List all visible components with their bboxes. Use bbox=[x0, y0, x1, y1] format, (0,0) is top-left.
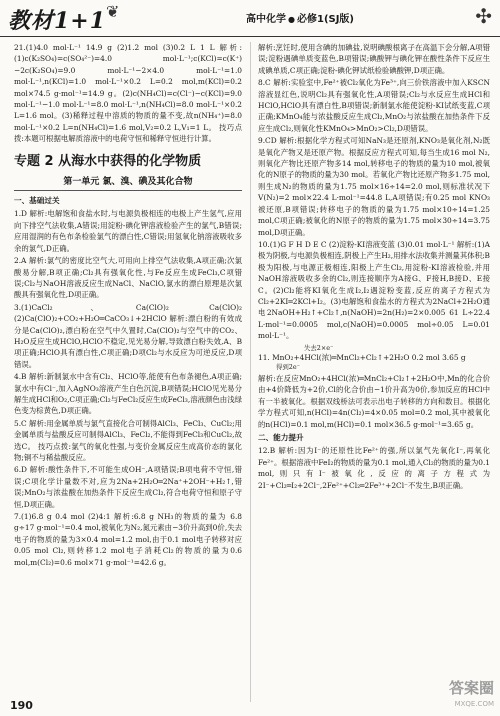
answer-12: 12.B 解析:因为I⁻的还原性比Fe²⁺的强,所以氯气先氧化I⁻,再氧化Fe²⁺。根据溶液中FeI₂的物质的量为0.1 mol,通入Cl₂的物质的量为0.1 mol,则只有I⁻被氧化,反应的离子方程式为2I⁻+Cl₂═I₂+2Cl⁻,2Fe²⁺+Cl₂═2Fe³⁺+2Cl⁻不发生,B项正确。 bbox=[258, 446, 490, 490]
answer-7: 7.(1)6.8 g 0.4 mol (2)4:1 解析:6.8 g NH₃的物质的量为 6.8 g÷17 g·mol⁻¹=0.4 mol,被氧化为N₂,氮元素由−3价升高到0价,失去电子的物质的量为3×0.4 mol=1.2 mol,由于0.1 mol电子转移对应0.05 mol Cl₂,则转移1.2 mol电子消耗Cl₂的物质的量为0.6 mol,m(Cl₂)=0.6 mol×71 g·mol⁻¹=42.6 g。 bbox=[14, 512, 242, 567]
sprig-icon: ❦ bbox=[106, 2, 120, 21]
bullet-icon: ● bbox=[288, 15, 295, 24]
answer-2: 2.A 解析:氯气的密度比空气大,可用向上排空气法收集,A项正确;次氯酸易分解,B项正确;Cl₂具有强氧化性,与Fe反应生成FeCl₃,C项错误;Cl₂与NaOH溶液反应生成NaCl、NaClO,氯水的漂白原理是次氯酸具有强氧化性,D项正确。 bbox=[14, 256, 242, 300]
answer-1: 1.D 解析:电解饱和食盐水时,与电源负极相连的电极上产生氢气,应用向下排空气法收集,A错误;用淀粉-碘化钾溶液检验产生的氯气,B错误;应用湿润的有色布条检验氯气的漂白性,C错误;用氢氧化钠溶液吸收多余的氯气,D正确。 bbox=[14, 209, 242, 253]
answer-4: 4.B 解析:新制氯水中含有Cl₂、HClO等,能使有色布条褪色,A项正确;氯水中有Cl⁻,加入AgNO₃溶液产生白色沉淀,B项错误;HClO见光易分解生成HCl和O₂,C项正确;Cl₂与FeCl₂反应生成FeCl₃,溶液颜色由浅绿色变为棕黄色,D项正确。 bbox=[14, 372, 242, 416]
unit-title: 第一单元 氯、溴、碘及其化合物 bbox=[14, 177, 242, 191]
header-subject bbox=[246, 10, 354, 25]
page-header bbox=[0, 0, 500, 37]
electron-loss-label: 失去2×e⁻ bbox=[304, 343, 334, 352]
answer-6: 6.D 解析:酸性条件下,不可能生成OH⁻,A项错误;B项电荷不守恒,错误;C项化学计量数不对,应为2Na+2H₂O═2Na⁺+2OH⁻+H₂↑,错误;MnO₂与浓盐酸在加热条件下反应生成Cl₂,符合电荷守恒和原子守恒,D项正确。 bbox=[14, 465, 242, 509]
column-divider bbox=[250, 42, 251, 702]
brand-logo: 教材1+1 bbox=[8, 8, 107, 34]
answer-3: 3.(1)CaCl₂、Ca(ClO)₂ Ca(ClO)₂ (2)Ca(ClO)₂+CO₂+H₂O═CaCO₃↓+2HClO 解析:漂白粉的有效成分是Ca(ClO)₂,漂白粉在空气中久置时,Ca(ClO)₂与空气中的CO₂、H₂O反应生成HClO,HClO不稳定,见光易分解,导致漂白粉失效,A、B项正确;HClO具有漂白性,C项正确;D项Cl₂与水反应为可逆反应,D项错误。 bbox=[14, 302, 242, 369]
subject-label: 高中化学 bbox=[246, 14, 286, 25]
right-column bbox=[258, 42, 490, 492]
redox-equation: 11. MnO₂+4HCl(浓)═MnCl₂+Cl₂↑+2H₂O 0.2 mol 3.65 g bbox=[258, 352, 466, 362]
edition-label: 必修1(SJ版) bbox=[296, 14, 355, 25]
chapter-title: 专题 2 从海水中获得的化学物质 bbox=[14, 153, 202, 169]
watermark-text: 答案圈 bbox=[448, 679, 494, 697]
left-column bbox=[14, 42, 242, 569]
answer-continued: 解析:烹饪时,使用含碘的加碘盐,说明碘酸根离子在高温下会分解,A项错误;淀粉遇碘单质变蓝色,B项错误;碘酸钾与碘化钾在酸性条件下反应生成碘单质,C项正确;淀粉-碘化钾试纸检验碘酸钾,D项正确。 bbox=[258, 43, 490, 75]
electron-gain-label: 得到2e⁻ bbox=[276, 362, 301, 371]
section-advanced: 二、能力提升 bbox=[258, 433, 304, 442]
redox-diagram bbox=[258, 344, 490, 371]
watermark-url: MXQE.COM bbox=[454, 700, 494, 708]
answer-10: 10.(1)G F H D E C (2)淀粉-KI溶液变蓝 (3)0.01 mol·L⁻¹ 解析:(1)A极为阴极,与电源负极相连,阴极上产生H₂,用排水法收集并测量其体积;B极为阳极,与电源正极相连,阳极上产生Cl₂,用淀粉-KI溶液检验,并用NaOH溶液吸收多余的Cl₂,则连接顺序为A接G、F接H,B接D、E接C。(2)Cl₂能将KI氧化生成I₂,I₂遇淀粉变蓝,反应的离子方程式为Cl₂+2KI═2KCl+I₂。(3)电解饱和食盐水的方程式为2NaCl+2H₂O通电2NaOH+H₂↑+Cl₂↑,n(NaOH)=2n(H₂)=2×0.005 61 L÷22.4 L·mol⁻¹=0.0005 mol,c(NaOH)=0.0005 mol÷0.05 L=0.01 mol·L⁻¹。 bbox=[258, 239, 490, 341]
ornament-icon: ✣ bbox=[475, 4, 492, 28]
page-number: 190 bbox=[10, 699, 33, 712]
watermark-logo bbox=[412, 680, 494, 714]
answer-8: 8.C 解析:实验室中,Fe²⁺被Cl₂氧化为Fe³⁺,向三价铁溶液中加入KSCN溶液显红色,说明Cl₂具有强氧化性,A项错误;Cl₂与水反应生成HCl和HClO,HClO具有漂白性,B项错误;新制氯水能使淀粉-KI试纸变蓝,C项正确;KMnO₄能与浓盐酸反应生成Cl₂,MnO₂与浓盐酸在加热条件下反应生成Cl₂,则氧化性KMnO₄>MnO₂>Cl₂,D项错误。 bbox=[258, 78, 490, 133]
answer-5: 5.C 解析:用金属单质与氯气直接化合可制得AlCl₃、FeCl₃、CuCl₂;用金属单质与盐酸反应可制得AlCl₃、FeCl₂,不能得到FeCl₃和CuCl₂,故选C。 技巧点拨:氯气的氧化性强,与变价金属反应生成高价态的氯化物;铜不与稀盐酸反应。 bbox=[14, 418, 243, 462]
answer-11: 解析:在反应MnO₂+4HCl(浓)═MnCl₂+Cl₂↑+2H₂O中,Mn的化合价由+4价降低为+2价,Cl的化合价由−1价升高为0价,参加反应的HCl中有一半被氧化。根据双线桥法可表示出电子转移的方向和数目。根据化学方程式可知,n(HCl)=4n(Cl₂)=4×0.05 mol=0.2 mol,其中被氧化的n(HCl)=0.1 mol,m(HCl)=0.1 mol×36.5 g·mol⁻¹=3.65 g。 bbox=[258, 373, 490, 429]
answer-9: 9.CD 解析:根据化学方程式可知NaN₃是还原剂,KNO₃是氧化剂,N₂既是氧化产物又是还原产物。根据反应方程式可知,每当生成16 mol N₂,则氧化产物比还原产物多14 mol,转移电子的物质的量为10 mol,被氧化的N原子的物质的量为30 mol。若氧化产物比还原产物多1.75 mol,则生成N₂的物质的量为1.75 mol×16÷14=2.0 mol,则标准状况下V(N₂)=2 mol×22.4 L·mol⁻¹=44.8 L,A项错误;有0.25 mol KNO₃被还原,B项错误;转移电子的物质的量为1.75 mol×10÷14=1.25 mol,C项正确;被氧化的N原子的物质的量为1.75 mol×30÷14=3.75 mol,D项正确。 bbox=[258, 136, 490, 237]
answer-21: 21.(1)4.0 mol·L⁻¹ 14.9 g (2)1.2 mol (3)0.2 L 1 L 解析:(1)c(K₂SO₄)=c(SO₄²⁻)=4.0 mol·L⁻¹;c(KCl)=c(K⁺)−2c(K₂SO₄)=9.0 mol·L⁻¹−2×4.0 mol·L⁻¹=1.0 mol·L⁻¹,n(KCl)=1.0 mol·L⁻¹×0.2 L=0.2 mol,m(KCl)=0.2 mol×74.5 g·mol⁻¹=14.9 g。(2)c(NH₄Cl)=c(Cl⁻)−c(KCl)=9.0 mol·L⁻¹−1.0 mol·L⁻¹=8.0 mol·L⁻¹,n(NH₄Cl)=8.0 mol·L⁻¹×0.2 L=1.6 mol。(3)稀释过程中溶质的物质的量不变,故n(NH₄⁺)=8.0 mol·L⁻¹×0.2 L=n(NH₄Cl)=1.6 mol,V₂=0.2 L,V₁=1 L。 技巧点拨:本题可根据电解质溶液中的电荷守恒和稀释守恒进行计算。 bbox=[14, 43, 242, 144]
section-basic: 一、基础过关 bbox=[14, 196, 60, 206]
